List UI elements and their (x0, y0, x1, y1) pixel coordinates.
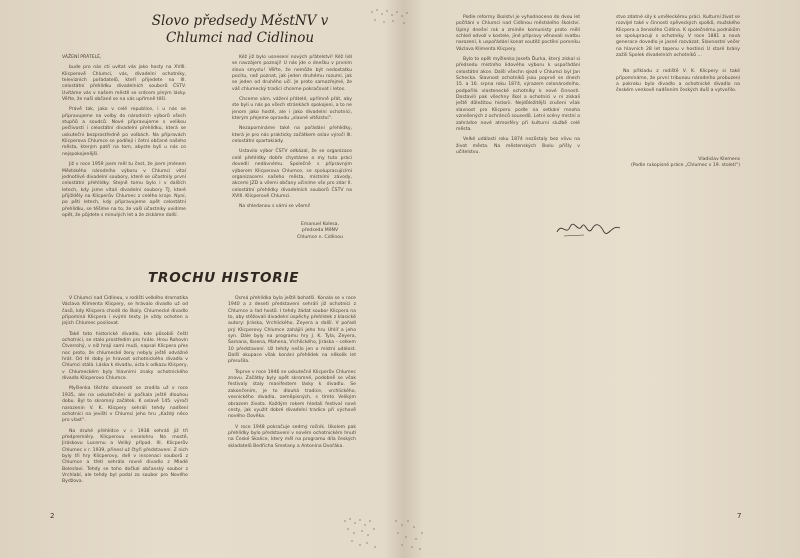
salutation: VÁŽENÍ PŘÁTELÉ, (62, 55, 102, 60)
paragraph: Bylo to opět myšlenka Josefa Ďurka, který získal si předsedu místního lidového výboru k uspořádání celostátní akce. Další všechn sjezd v Chlumci byl Jan Schecka. Slavnost ochotníků jsou poprvé se dnech 15. a 16. srpna roku 1874, výrazem celonárodního, podpořila vlastenecké ochotníky k nové činnosti. Dostavili pak všechny škol a ochotníci v ní získali ještě důležitou historii. Nejdůležitější zrušení však slavnost pro Klicperu podle na setkání mnoha vznešených z ochránců sousedů. Letní scény místní a zahrádce nové atmosféry při kulturní službě celé města. (456, 57, 580, 132)
paragraph: Podle reformy školství je vyhodnoceno do dvou let počítání v Chlumci nad Cidlinou městského školství. Úplný dnešní rok a zmíněn komunisty proto měli schled odvolí v kostele, jiné přípravy věnovali svatbu narození, k uspořádání konat soutěž poctění pomníku Václava Klimenta Klicpery. (456, 15, 580, 52)
page-number: 2 (50, 512, 55, 520)
signature-name: Emanuel Kolesa, (301, 222, 339, 227)
page-number: 7 (737, 512, 742, 520)
paragraph: Také toto historické divadlo, kde působili čeští ochotníci, se stalo prostředím pro hrálo. Hrou Rohovín Čtverrohý, v níž hrají samí muži, napsal Klicpera přes noc proto, že chlumecké ženy nebyly ještě odvážné hrát. Od té doby je hravost ochotnického divadla v Chlumci stálá. Láska k divadlu, úcta k odkazu Klicpery, v Chlumeckém byly hlavními znaky ochotnického divadla Klicperovo Chlumce. (62, 331, 188, 382)
page-title: Slovo předsedy MěstNV v Chlumci nad Cidlinou (151, 13, 329, 46)
perforation-stamp (392, 515, 432, 555)
paragraph: stvo zdatné síly k uměleckému práci. Kulturní život se rozvíjel také v činnosti spěveckých spolků, mužského Klicpera a ženského Cidlina. K společnému podnikům se spolupracují s ochotníky. V roce 1881 a nová generace dovedlo je jasné rozvázat. Slavnostní večer na hlavních 28 let topenu v hostinci U staré brány zažili Spolek divadelních ochotníků ... (616, 15, 740, 59)
source-note: (Podle rukopisné práce „Chlumec v 19. století“) (630, 163, 740, 169)
welcome-column-1 (62, 55, 186, 223)
perforation-stamp (340, 515, 390, 555)
paragraph: Nezapomínáme také na pořádání přehlídky, která je pro nás prakticky začátkem oslav výročí III. celostátní spartakiády. (232, 126, 352, 145)
closing-note: Na příkladu z rodiště V. K. Klicpery si také připomínáme, že první tribunou národního probuzení a pokroku bylo divadlo a ochotnické divadlo na českém venkově nadšením českých duší a vytvořilo. (616, 69, 740, 94)
paragraph: Na shledanou s vámi se všemi! (239, 204, 311, 210)
signature-place: Chlumce n. Cidlinou (296, 234, 343, 240)
left-page (0, 0, 396, 558)
author-credit (616, 157, 740, 169)
paragraph: Osmá přehlídka byla ještě bohatší. Konala se v roce 1940 a z deseti představení sehráli již ochotníci z Chlumce a řad hostů. I tehdy žádat soubor Klicpera na to, aby stěžovali divadelní úspěchy přehlídek z klasické autory: Jiráska, Vrchlického, Zeyera a další. V pořadí prý Klicperovy Chlumce zahájili jeho hru Uhlíř a jeho syn. Dále byly na programu hry J. K. Tyla, Zeyera, Šamana, Ibsena, Mahena, Vrchlického, Jiráska – celkem 10 představení. Už tehdy nešlo jen o místní událost. Další okupace však konání přehlídek na několik let přerušila. (228, 296, 356, 365)
history-column-1 (62, 296, 188, 490)
history-column-4 (616, 15, 740, 99)
signature-block (265, 222, 375, 241)
paragraph: Myšlenka těchto slavností se zrodila už v roce 1935, ale na uskutečnění si počkala ještě dlouhou dobu. Byl to skromný začátek. K oslavě 145. výročí narozenin V. K. Klicpery sehráli tehdy nadšení ochotníci na jevišti v Chlumci jeho hru „Každý něco pro vlast“. (62, 386, 188, 424)
signature-role: předseda MěNV (301, 228, 339, 234)
paragraph: Chceme vám, vážení přátelé, upřímně přát, aby ste byli u nás po všech stránkách spokojeni, a to ne jenom jako hosté, ale i jako divadelní ochotníci, kterým přejeme opravdu „slavné vítězství“. (232, 97, 352, 122)
paragraph: V Chlumci nad Cidlinou, v rodišti velkého dramatika Václava Klimenta Klicpery, se hrávalo divadlo už od časů, kdy Klicpera chodil do školy. Chlumecké divadlo připomíná Klicpera i svými texty. Je vždy ochoten a jejich Chlumec posilovat. (62, 296, 188, 327)
paragraph: Ustavilo výbor ČSTV odkázal, že se organizace celé přehlídky dobře chystáme a my tuto práci dovedli nedávnému. Společně s přípravným výborem Klicperova Chlumce, se spolupracujícími organizacemi našeho města, místními závody, akcemi JZD a všemi občany učiníme vše pro zdar II. celostátní přehlídky divadelních souborů ČSTV na XVIII. Klicperově Chlumci. (232, 149, 352, 199)
history-column-3 (456, 15, 580, 160)
paragraph: Právě tak, jako v celé republice, i u nás se připravujeme na volby do národních výborů všech stupňů a soudců. Nové připravujeme s velikou pečlivostí i celostátní divadelní přehlídku, která se uskuteční bezprostředně po volbách. Na přípravách Klicperova Chlumce se podílejí i četní občané našeho města, kterým patří na tom, abyste byli u nás co nejspokojenější. (62, 107, 186, 157)
paragraph: V roce 1948 pokračuje sedmý ročník. Úkolem pak přehlídky bylo představení v novém ochotnickém hnutí na České Skalice, který měl na programu díla českých skladatelů Bedřicha Smetany a Antonína Dvořáka. (228, 424, 356, 449)
paragraph: Teprve v roce 1946 se uskutečnil Klicperův Chlumec znovu. Začátky byly opět skromné, podobně se však festivaly staly manifestem lásky k divadlu. Se zakončením, je to dlouhá tradice, vrchlického, vesnického divadla, zeměpisných, s tímto Velikým obrazem života. Každým rokem hledali festival nové cesty, jak využít dobré divadelní tradice při výchově nového člověka. (228, 369, 356, 420)
paragraph: Kéž již bylo usnesení nových přátelství! Kéž lidí se navzájem poznají! U nás jde o dnešku v prvním slova smyslu! Věřte, že nemůže být nedostatku pocitu, než poznat, jak jeden druhému rozumí, jak se jeden od druhého učí. Je proto samozřejmé, že váš chlumecký tradici chceme pokračovat i letos. (232, 55, 352, 92)
handwritten-signature (554, 218, 624, 240)
paragraph: Na druhé přehlídce v r. 1938 sehráli již tři předpremiéry. Klicperovu veselohru Na mostě, Jiráskovu Lucernu a Veliký případ. III. Klicperův Chlumec v r. 1939, přinesl už čtyři představení. Z nich byly tři hry Klicperovy, dvě v inscenaci souborů z Chlumce a třetí sehrálo rovné divadlo z Mladé Boleslavi. Tehdy se toho dočkal občanský soubor z Vrchlabí, ale tehdy byl podal za soubor pro Nového Bydžova. (62, 428, 188, 485)
author-name: Vladislav Klemens (698, 157, 740, 162)
paragraph: Velké události roku 1874 nezůstaly bez vlivu na život města. Na městenských školu přišly v učitelstvu. (456, 137, 580, 155)
paragraph: Již v roce 1959 jsem měl tu čest, že jsem jménem Městského národního výboru v Chlumci vítal jednotlivé divadelní soubory, které se účastnily první celostátní přehlídky. Stejně tomu bylo i v dalších letech, kdy jsme vítali divadelní soubory TJ, které přijížděly na Klicperův Chlumec z celého kraje. Nyní, po pěti letech, kdy připravujeme opět celostátní přehlídku, se těšíme na to, že vaší účastníky uvidíme opět, že půjdete s minulých let a že získáme další. (62, 162, 186, 218)
right-page (404, 0, 800, 558)
welcome-column-2 (232, 55, 352, 215)
paragraph: bude pro nás ctí uvítat vás jako hosty na XVIII. Klicperově Chlumci, vás, divadelní ochotníky, televizních pořadatelů, kteří přijedete na III. celostátní přehlídku divadelních souborů ČSTV. Uvítáme vás v našem městě se srdcem plným lásky. Věřte, že naši občané se na vás upřímně těší. (62, 65, 186, 103)
section-title: TROCHU HISTORIE (148, 270, 300, 286)
perforation-stamp (368, 6, 418, 28)
history-column-2 (228, 296, 356, 454)
